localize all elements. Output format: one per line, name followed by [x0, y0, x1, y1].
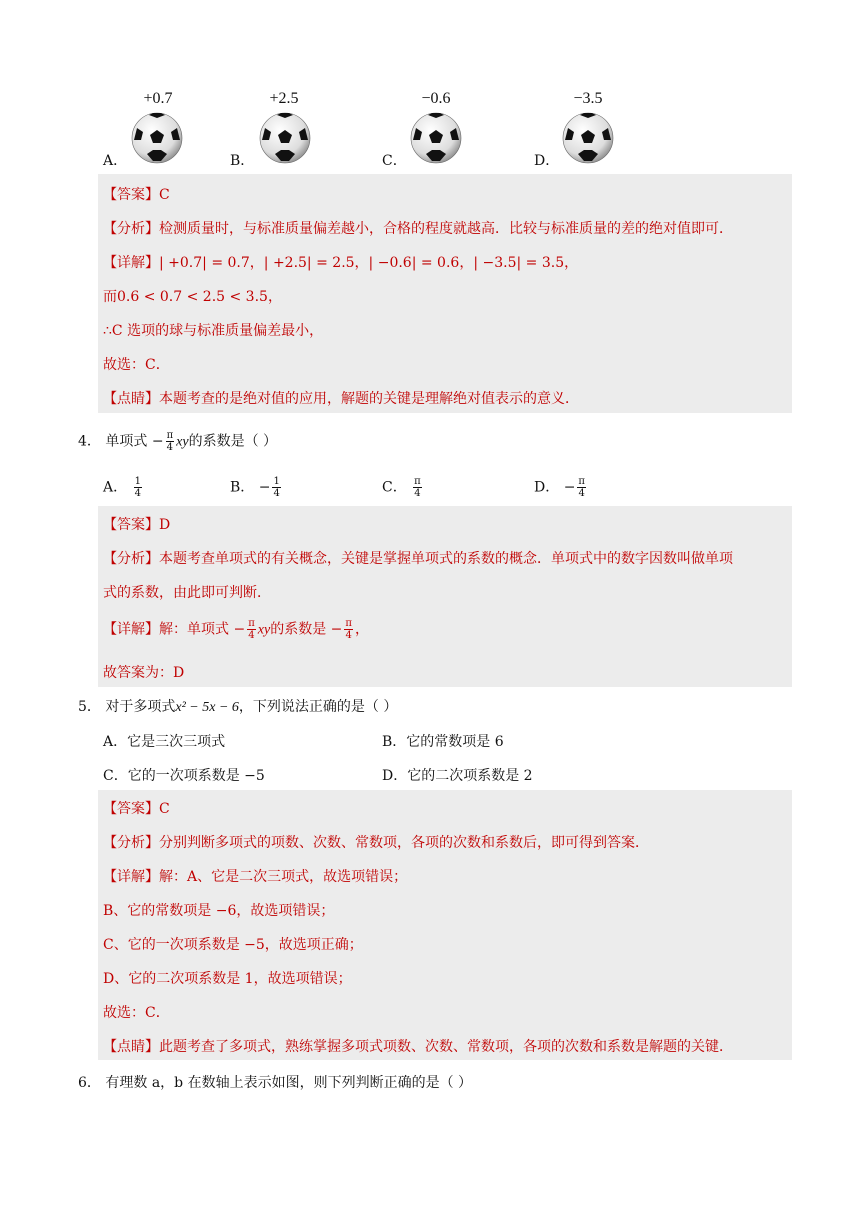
answer-tag: 【答案】 [103, 517, 159, 533]
q5-line-c: C、它的一次项系数是 −5，故选项正确； [103, 937, 363, 953]
q3-option-d-letter[interactable]: D． [534, 153, 560, 169]
q3-option-b-letter[interactable]: B． [230, 153, 255, 169]
denominator: 4 [134, 488, 141, 499]
option-text: 它的一次项系数是 −5 [127, 768, 265, 784]
answer-tag: 【答案】 [103, 801, 159, 817]
option-letter: C． [382, 479, 407, 496]
q5-detail [103, 866, 407, 886]
fraction [166, 430, 175, 453]
q6-stem [78, 1072, 472, 1092]
answer-value: C [159, 187, 170, 203]
q3-comment [103, 388, 579, 408]
soccer-ball-icon [259, 112, 311, 164]
fraction [577, 476, 586, 499]
stem-text: 的系数是（ ） [188, 433, 278, 450]
q5-option-b[interactable] [382, 731, 504, 751]
numerator: π [248, 618, 255, 629]
denominator: 4 [248, 630, 255, 641]
analysis-tag: 【分析】 [103, 221, 159, 237]
denominator: 4 [273, 488, 280, 499]
q5-line-b: B、它的常数项是 −6，故选项错误； [103, 903, 335, 919]
q4-option-a[interactable] [103, 476, 144, 499]
option-text: 它是三次三项式 [127, 734, 226, 750]
numerator: π [414, 476, 421, 487]
comment-text: 本题考查的是绝对值的应用，解题的关键是理解绝对值表示的意义． [159, 391, 579, 407]
option-sign: − [563, 479, 576, 496]
denominator: 4 [578, 488, 585, 499]
analysis-text: 分别判断多项式的项数、次数、常数项，各项的次数和系数后，即可得到答案． [159, 835, 649, 851]
numerator: 1 [134, 476, 141, 487]
fraction [413, 476, 422, 499]
stem-text: 单项式 − [105, 433, 164, 450]
option-letter: A． [103, 479, 128, 496]
answer-value: C [159, 801, 170, 817]
variable: xy [257, 622, 271, 638]
comment-tag: 【点睛】 [103, 1039, 159, 1055]
detail-tag: 【详解】 [103, 255, 159, 271]
stem-text: 有理数 a，b 在数轴上表示如图，则下列判断正确的是（ ） [105, 1075, 473, 1091]
q3-line4: 故选：C． [103, 357, 170, 373]
option-letter: B． [382, 734, 407, 750]
question-number: 4． [78, 433, 101, 450]
denominator: 4 [414, 488, 421, 499]
denominator: 4 [166, 442, 174, 453]
q3-option-a-value: +0.7 [143, 90, 173, 107]
variable: xy [176, 434, 189, 450]
numerator: π [166, 430, 174, 441]
numerator: π [578, 476, 585, 487]
comment-text: 此题考查了多项式，熟练掌握多项式项数、次数、常数项，各项的次数和系数是解题的关键． [159, 1039, 733, 1055]
q4-option-b[interactable] [230, 476, 283, 499]
soccer-ball-icon [562, 112, 614, 164]
option-letter: D． [382, 768, 408, 784]
numerator: π [345, 618, 352, 629]
question-number: 5． [78, 699, 101, 715]
comment-tag: 【点睛】 [103, 391, 159, 407]
q4-option-c[interactable] [382, 476, 424, 499]
detail-text: 的系数是 − [270, 621, 343, 638]
q3-answer [103, 184, 170, 204]
answer-value: D [159, 517, 171, 533]
numerator: 1 [273, 476, 280, 487]
q5-line-d: D、它的二次项系数是 1，故选项错误； [103, 971, 352, 987]
option-letter: C． [103, 768, 128, 784]
q3-line3: ∴C 选项的球与标准质量偏差最小， [103, 323, 324, 339]
polynomial: x² − 5x − 6 [175, 700, 239, 715]
q4-detail [103, 618, 369, 641]
q5-option-a[interactable] [103, 731, 225, 751]
denominator: 4 [345, 630, 352, 641]
option-letter: D． [534, 479, 560, 496]
q5-stem [78, 696, 397, 716]
q5-analysis [103, 832, 649, 852]
q3-option-c-value: −0.6 [421, 90, 451, 107]
analysis-tag: 【分析】 [103, 551, 159, 567]
q3-option-b-value: +2.5 [269, 90, 299, 107]
q5-solution-box [98, 790, 792, 1060]
option-sign: − [258, 479, 271, 496]
q4-analysis-cont: 式的系数，由此即可判断． [103, 585, 271, 601]
q5-final: 故选：C． [103, 1005, 170, 1021]
q5-answer [103, 798, 170, 818]
fraction [344, 618, 353, 641]
detail-text: | +0.7| = 0.7，| +2.5| = 2.5，| −0.6| = 0.6，| −3.5| = 3.5， [159, 255, 579, 271]
analysis-text: 本题考查单项式的有关概念，关键是掌握单项式的系数的概念．单项式中的数字因数叫做单项 [159, 551, 733, 567]
fraction [134, 476, 142, 499]
answer-tag: 【答案】 [103, 187, 159, 203]
q3-line2: 而0.6 < 0.7 < 2.5 < 3.5， [103, 289, 282, 305]
detail-text: 解：单项式 − [159, 621, 246, 638]
q3-option-c-letter[interactable]: C． [382, 153, 407, 169]
fraction [272, 476, 280, 499]
option-letter: B． [230, 479, 255, 496]
option-text: 它的二次项系数是 2 [407, 768, 533, 784]
analysis-text: 检测质量时，与标准质量偏差越小，合格的程度就越高．比较与标准质量的差的绝对值即可． [159, 221, 733, 237]
q4-final: 故答案为：D [103, 665, 185, 681]
q3-option-d-value: −3.5 [573, 90, 603, 107]
fraction [247, 618, 256, 641]
stem-text: ，下列说法正确的是（ ） [238, 699, 398, 715]
soccer-ball-icon [410, 112, 462, 164]
q4-answer [103, 514, 170, 534]
option-text: 它的常数项是 6 [406, 734, 504, 750]
q3-option-a-letter[interactable]: A． [103, 153, 128, 169]
q4-option-d[interactable] [534, 476, 588, 499]
q4-stem [78, 430, 277, 453]
analysis-tag: 【分析】 [103, 835, 159, 851]
soccer-ball-icon [131, 112, 183, 164]
detail-text: ， [354, 621, 369, 638]
q5-option-d[interactable] [382, 765, 533, 785]
detail-text: 解：A、它是二次三项式，故选项错误； [159, 869, 408, 885]
q4-analysis [103, 548, 733, 568]
stem-text: 对于多项式 [105, 699, 176, 715]
question-number: 6． [78, 1075, 101, 1091]
detail-tag: 【详解】 [103, 869, 159, 885]
q5-option-c[interactable] [103, 765, 265, 785]
q3-detail [103, 252, 578, 272]
q3-analysis [103, 218, 733, 238]
detail-tag: 【详解】 [103, 621, 159, 638]
q5-comment [103, 1036, 733, 1056]
option-letter: A． [103, 734, 128, 750]
